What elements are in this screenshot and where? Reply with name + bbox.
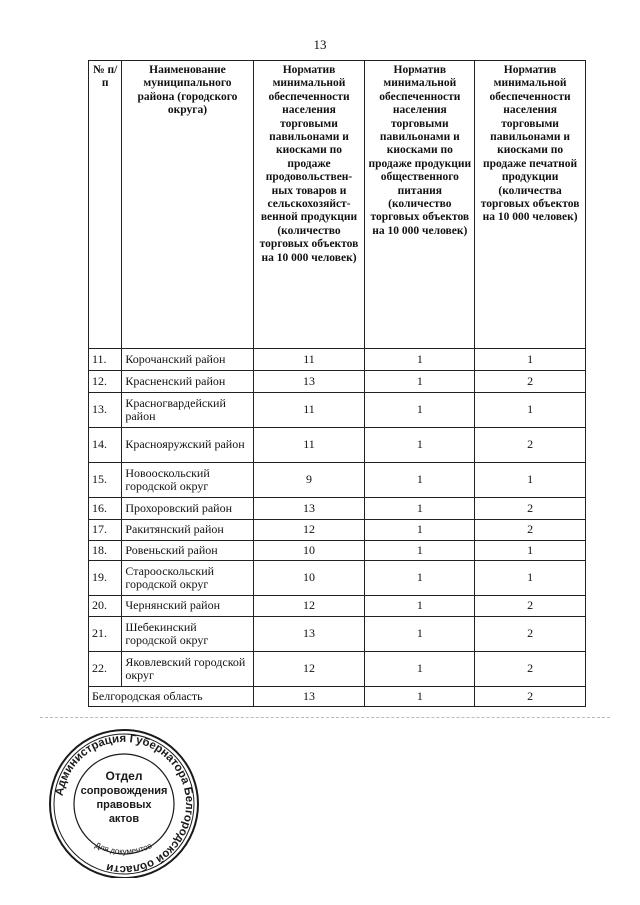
row-catering: 1 (365, 652, 475, 687)
table-row (89, 520, 586, 541)
row-catering: 1 (365, 617, 475, 652)
row-number: 22. (89, 652, 122, 687)
row-district: Старооскольский городской округ (122, 561, 253, 596)
row-food: 9 (253, 463, 365, 498)
row-catering: 1 (365, 393, 475, 428)
row-catering: 1 (365, 371, 475, 393)
header-print-norm: Норматив минимальной обеспеченности населения торговыми павильонами и киосками по продаже печатной продукции (количества торговых объектов на 10 000 человек) (475, 61, 586, 349)
row-food: 13 (253, 498, 365, 520)
row-number: 20. (89, 596, 122, 617)
stamp-line-3: правовых (96, 799, 152, 811)
row-food: 12 (253, 596, 365, 617)
row-number: 13. (89, 393, 122, 428)
header-number: № п/п (89, 61, 122, 349)
row-number: 17. (89, 520, 122, 541)
table-row (89, 371, 586, 393)
header-catering-norm: Норматив минимальной обеспеченности населения торговыми павильонами и киосками по продаже продукции общественного питания (количество торговых объектов на 10 000 человек) (365, 61, 475, 349)
table-row (89, 498, 586, 520)
row-district: Чернянский район (122, 596, 253, 617)
header-district: Наименование муниципального района (городского округа) (122, 61, 253, 349)
row-number: 15. (89, 463, 122, 498)
row-food: 12 (253, 520, 365, 541)
row-catering: 1 (365, 349, 475, 371)
row-district: Красненский район (122, 371, 253, 393)
row-district: Ракитянский район (122, 520, 253, 541)
table-row (89, 428, 586, 463)
total-print: 2 (475, 687, 586, 707)
table-total-row (89, 687, 586, 707)
row-print: 2 (475, 428, 586, 463)
row-food: 13 (253, 371, 365, 393)
row-catering: 1 (365, 428, 475, 463)
row-food: 10 (253, 541, 365, 561)
row-food: 13 (253, 617, 365, 652)
total-catering: 1 (365, 687, 475, 707)
row-print: 2 (475, 652, 586, 687)
row-district: Корочанский район (122, 349, 253, 371)
page-number: 13 (313, 37, 327, 52)
table-row (89, 349, 586, 371)
official-stamp (40, 724, 208, 878)
row-number: 21. (89, 617, 122, 652)
row-catering: 1 (365, 498, 475, 520)
row-number: 11. (89, 349, 122, 371)
table-row (89, 596, 586, 617)
row-catering: 1 (365, 520, 475, 541)
row-district: Ровеньский район (122, 541, 253, 561)
row-print: 2 (475, 498, 586, 520)
table-row (89, 652, 586, 687)
table-row (89, 393, 586, 428)
svg-text:Для документов (94, 841, 154, 856)
row-district: Краснояружский район (122, 428, 253, 463)
stamp-bottom-text: Для документов (93, 840, 154, 857)
row-catering: 1 (365, 463, 475, 498)
row-food: 12 (253, 652, 365, 687)
row-catering: 1 (365, 596, 475, 617)
stamp-outer-text: Администрация Губернатора Белгородской области (53, 732, 196, 876)
row-number: 12. (89, 371, 122, 393)
row-print: 2 (475, 596, 586, 617)
row-food: 11 (253, 349, 365, 371)
row-number: 18. (89, 541, 122, 561)
row-print: 1 (475, 561, 586, 596)
row-number: 14. (89, 428, 122, 463)
header-food-norm: Норматив минимальной обеспеченности населения торговыми павильонами и киосками по продаже продовольствен-ных товаров и сельскохозяйст-венной продукции (количество торговых объектов на 10 000 человек) (253, 61, 365, 349)
table-row (89, 541, 586, 561)
stamp-line-4: актов (108, 813, 140, 825)
row-number: 16. (89, 498, 122, 520)
row-print: 2 (475, 371, 586, 393)
table-row (89, 617, 586, 652)
row-print: 2 (475, 520, 586, 541)
table-row (89, 463, 586, 498)
total-food: 13 (253, 687, 365, 707)
row-district: Прохоровский район (122, 498, 253, 520)
row-print: 1 (475, 463, 586, 498)
scan-divider (40, 717, 610, 718)
row-food: 10 (253, 561, 365, 596)
row-district: Красногвардейский район (122, 393, 253, 428)
row-catering: 1 (365, 561, 475, 596)
row-catering: 1 (365, 541, 475, 561)
row-print: 1 (475, 393, 586, 428)
row-district: Новооскольский городской округ (122, 463, 253, 498)
stamp-line-1: Отдел (105, 769, 143, 783)
row-food: 11 (253, 393, 365, 428)
row-print: 2 (475, 617, 586, 652)
row-print: 1 (475, 349, 586, 371)
norms-table (88, 60, 586, 707)
row-number: 19. (89, 561, 122, 596)
row-district: Шебекинский городской округ (122, 617, 253, 652)
table-header-row (89, 61, 586, 349)
row-print: 1 (475, 541, 586, 561)
row-district: Яковлевский городской округ (122, 652, 253, 687)
stamp-line-2: сопровождения (80, 785, 168, 797)
total-region: Белгородская область (89, 687, 254, 707)
table-row (89, 561, 586, 596)
row-food: 11 (253, 428, 365, 463)
